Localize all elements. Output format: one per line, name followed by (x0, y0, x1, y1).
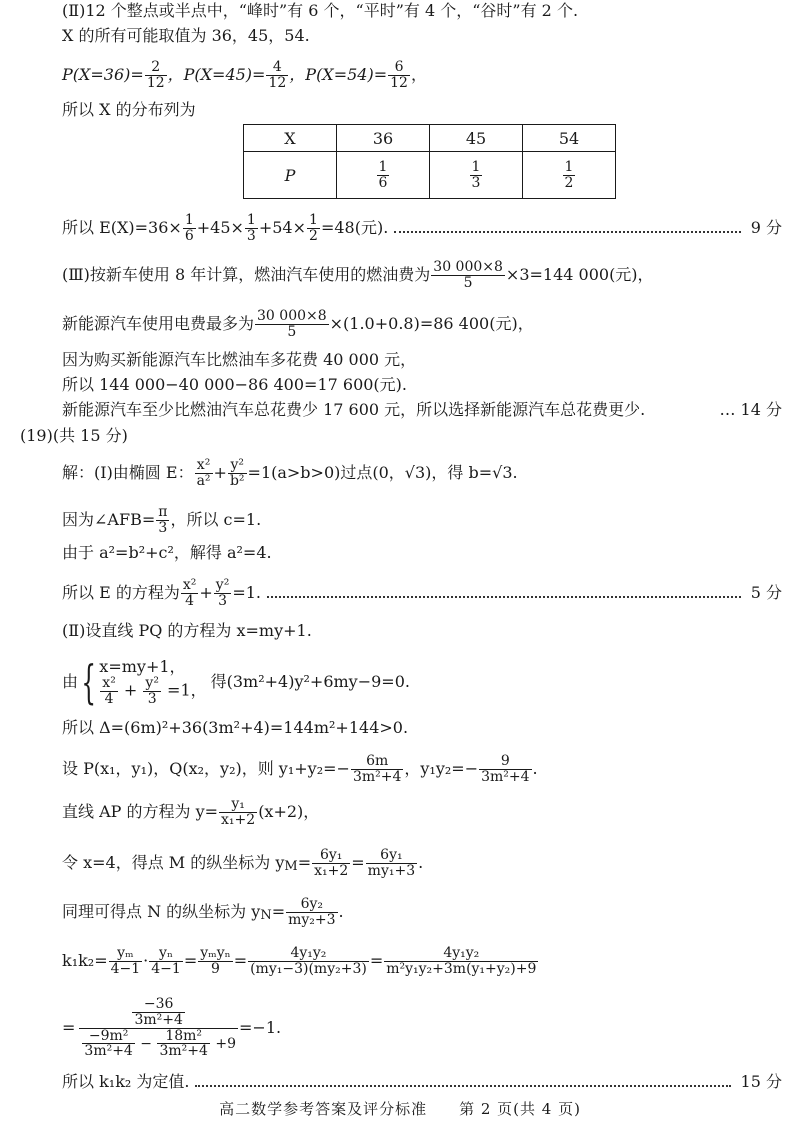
line-conclusion: 新能源汽车至少比燃油汽车总花费少 17 600 元，所以选择新能源汽车总花费更少. … 14 分 (62, 400, 782, 419)
line-vieta: 设 P(x₁，y₁)，Q(x₂，y₂)，则 y₁+y₂=− $\frac{6m}{\text{3m²+4}}$ ，y₁y₂=− $\frac{9}{\text{3m²+4}}$ . (62, 753, 538, 785)
question-19-heading: (19)(共 15 分) (20, 426, 128, 445)
complex-fraction: $\frac{-36}{\text{3m²+4}}$ $\frac{\text{−9m²}}{\text{3m²+4}}$ − $\frac{\text{18m²}}{\text{3m²+4}}$ +9 (79, 997, 238, 1059)
line-distribution-intro: 所以 X 的分布列为 (62, 100, 196, 119)
table-cell: $\frac{1}{3}$ (430, 152, 523, 199)
table-cell: $\frac{1}{2}$ (523, 152, 616, 199)
line-angle: 因为∠AFB= $\frac{\pi}{3}$ ，所以 c=1. (62, 504, 262, 536)
fraction: $\frac{2}{12}$ (146, 59, 165, 91)
line-discriminant: 所以 Δ=(6m)²+36(3m²+4)=144m²+144>0. (62, 718, 409, 737)
table-row (244, 152, 616, 199)
table-row (244, 125, 616, 152)
distribution-table (243, 124, 616, 199)
line-electric-cost: 新能源汽车使用电费最多为 $\frac{30 000\times 8}{5}$ ×(1.0+0.8)=86 400(元)， (62, 308, 534, 340)
line-ellipse-equation: 所以 E 的方程为 $\frac{\text{x²}}{4}$ + $\frac{\text{y²}}{3}$ =1. 5 分 (62, 577, 782, 609)
line-ellipse-point: 解：(Ⅰ)由椭圆 E： $\frac{\text{x²}}{\text{a²}}$ + $\frac{\text{y²}}{\text{b²}}$ =1(a>b>0)过点(0，√3)，得 b=√3. (62, 457, 518, 489)
fraction: $\frac{4}{12}$ (268, 59, 287, 91)
score-mark: 15 分 (740, 1072, 782, 1091)
fraction: $\frac{6}{12}$ (390, 59, 408, 91)
line-a-squared: 由于 a²=b²+c²，解得 a²=4. (62, 543, 272, 562)
line-constant: 所以 k₁k₂ 为定值. 15 分 (62, 1072, 782, 1091)
score-mark: … 14 分 (719, 400, 782, 419)
line-y-n: 同理可得点 N 的纵坐标为 y N = $\frac{\text{6y₂}}{\text{my₂+3}}$ . (62, 896, 344, 928)
line-extra-cost: 因为购买新能源汽车比燃油车多花费 40 000 元， (62, 350, 417, 369)
line-expectation: 所以 E(X)=36× $\frac{1}{6}$ +45× $\frac{1}{3}$ +54× $\frac{1}{2}$ =48(元). 9 分 (62, 212, 782, 244)
line-y-m: 令 x=4，得点 M 的纵坐标为 y M = $\frac{\text{6y₁}}{\text{x₁+2}}$ = $\frac{\text{6y₁}}{\text{my₁+3}}$ . (62, 847, 424, 879)
line-system: 由 { x=my+1， $\frac{\text{x²}}{4}$ + $\frac{\text{y²}}{3}$ =1， 得(3m²+4)y²+6my−9=0. (62, 655, 410, 709)
line-ap-equation: 直线 AP 的方程为 y= $\frac{\text{y₁}}{\text{x₁+2}}$ (x+2)， (62, 796, 320, 828)
score-mark: 9 分 (750, 218, 782, 238)
table-header-cell: 54 (523, 125, 616, 152)
table-cell: $\frac{1}{6}$ (337, 152, 430, 199)
score-mark: 5 分 (750, 583, 782, 603)
line-line-pq: (Ⅱ)设直线 PQ 的方程为 x=my+1. (62, 621, 312, 640)
table-header-cell: 36 (337, 125, 430, 152)
line-k1k2: k₁k₂= $\frac{\text{yₘ}}{4-1}$ · $\frac{\text{yₙ}}{4-1}$ = $\frac{\text{yₘyₙ}}{9}$ = $\frac{\text{4y₁y₂}}{\text{(my₁−3)(my₂+3)}}$ = $\frac{\text{4y₁y₂}}{\text{m²y₁y₂+3m(y₁+y₂)+9}}$ (62, 945, 537, 977)
line-difference: 所以 144 000−40 000−86 400=17 600(元). (62, 375, 407, 394)
line-probabilities: P(X=36)= $\frac{2}{12}$ ，P(X=45)= $\frac{4}{12}$ ，P(X=54)= $\frac{6}{12}$ ， (62, 59, 427, 91)
page-footer: 高二数学参考答案及评分标准 第 2 页(共 4 页) (219, 1100, 581, 1118)
table-header-cell: X (244, 125, 337, 152)
table-header-cell: 45 (430, 125, 523, 152)
line-complex-fraction: = $\frac{-36}{\text{3m²+4}}$ $\frac{\text{−9m²}}{\text{3m²+4}}$ − $\frac{\text{18m²}}{\text{3m²+4}}$ +9 =−1. (62, 996, 282, 1060)
line-part2-intro: (Ⅱ)12 个整点或半点中，“峰时”有 6 个，“平时”有 4 个，“谷时”有 2 个. (62, 1, 579, 20)
table-cell: P (244, 152, 337, 199)
line-fuel-cost: (Ⅲ)按新车使用 8 年计算，燃油汽车使用的燃油费为 $\frac{30 000\times 8}{5}$ ×3=144 000(元)， (62, 259, 654, 291)
line-x-values: X 的所有可能取值为 36，45，54. (62, 26, 310, 45)
